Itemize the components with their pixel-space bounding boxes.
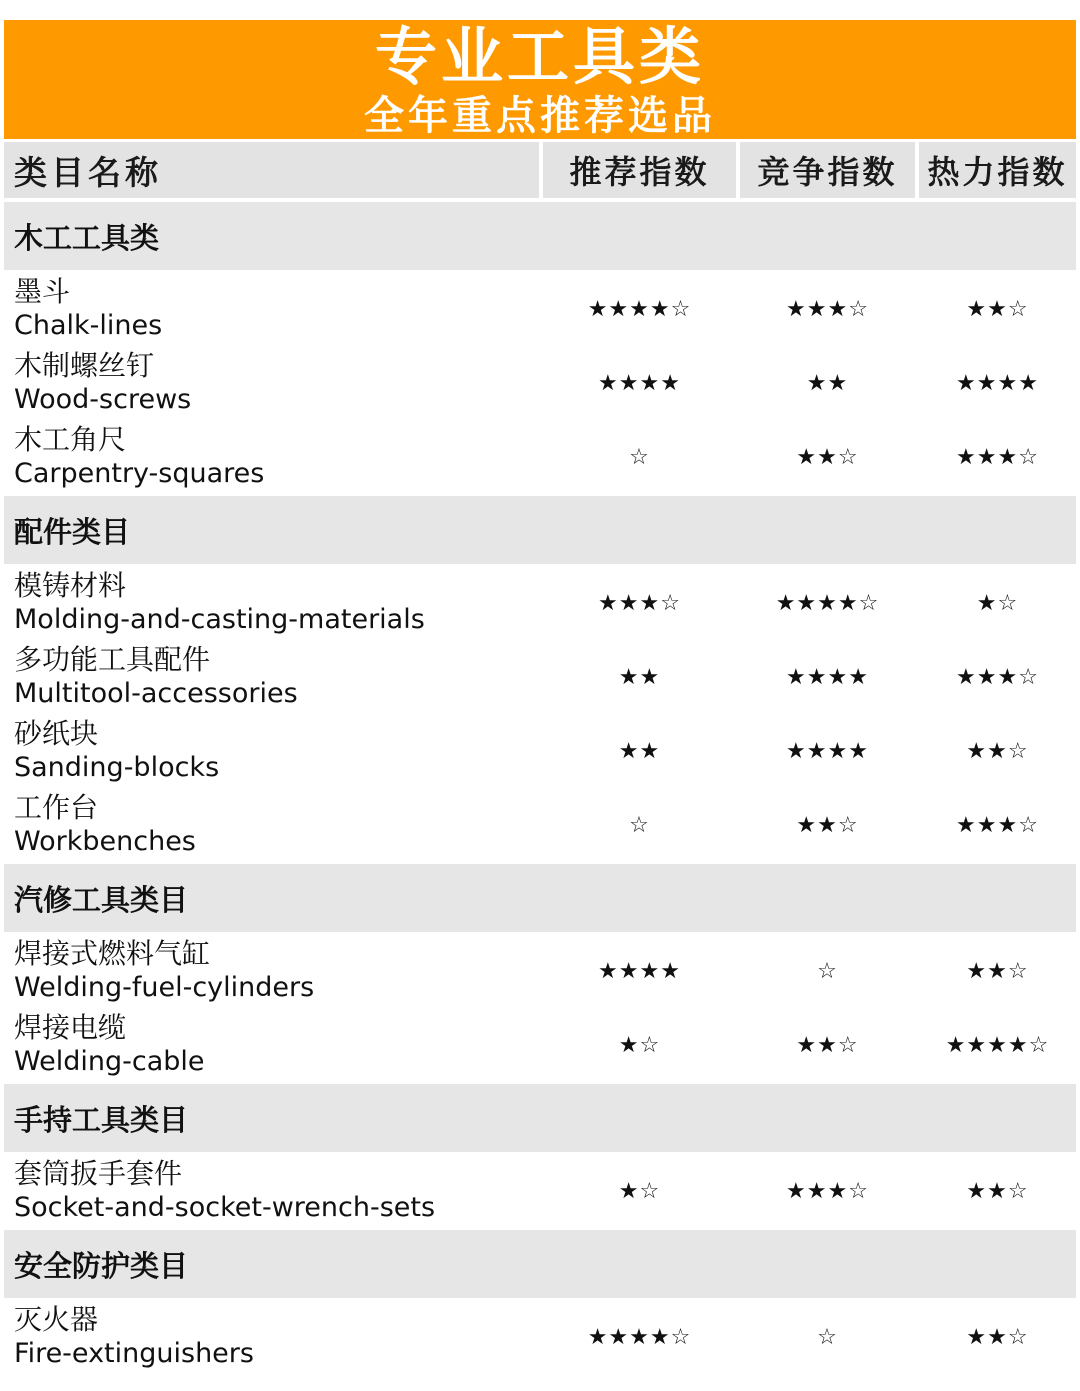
recommend-rating: ★★ bbox=[543, 642, 736, 712]
heat-rating: ★★☆ bbox=[919, 274, 1076, 344]
category-row: 配件类目 bbox=[4, 496, 1076, 564]
item-name-cell bbox=[4, 1302, 539, 1372]
category-row: 汽修工具类目 bbox=[4, 864, 1076, 932]
heat-rating: ★★☆ bbox=[919, 1156, 1076, 1226]
item-name-zh: 多功能工具配件 bbox=[14, 643, 211, 676]
column-header-category: 类目名称 bbox=[4, 142, 539, 198]
item-name-cell bbox=[4, 642, 539, 712]
heat-rating: ★★★☆ bbox=[919, 790, 1076, 860]
competition-rating: ★★☆ bbox=[740, 422, 915, 492]
item-name-en: Welding-cable bbox=[14, 1046, 205, 1077]
heat-rating: ★★★☆ bbox=[919, 642, 1076, 712]
item-name-cell bbox=[4, 936, 539, 1006]
item-name-cell bbox=[4, 568, 539, 638]
item-name-zh: 工作台 bbox=[14, 791, 99, 824]
item-name-cell bbox=[4, 1010, 539, 1080]
item-name-zh: 砂纸块 bbox=[14, 717, 99, 750]
item-name-en: Wood-screws bbox=[14, 384, 192, 415]
recommend-rating: ☆ bbox=[543, 422, 736, 492]
item-name-en: Molding-and-casting-materials bbox=[14, 604, 425, 635]
item-name-en: Welding-fuel-cylinders bbox=[14, 972, 315, 1003]
recommend-rating: ★★★★☆ bbox=[543, 274, 736, 344]
item-name-zh: 木工角尺 bbox=[14, 423, 127, 456]
competition-rating: ☆ bbox=[740, 936, 915, 1006]
item-name-en: Fire-extinguishers bbox=[14, 1338, 254, 1369]
item-name-zh: 焊接式燃料气缸 bbox=[14, 937, 211, 970]
recommend-rating: ★★★★☆ bbox=[543, 1302, 736, 1372]
item-name-zh: 墨斗 bbox=[14, 275, 71, 308]
page-subtitle: 全年重点推荐选品 bbox=[364, 93, 716, 139]
item-name-en: Sanding-blocks bbox=[14, 752, 220, 783]
recommend-rating: ★☆ bbox=[543, 1156, 736, 1226]
page-title: 专业工具类 bbox=[374, 20, 705, 93]
recommend-rating: ★★ bbox=[543, 716, 736, 786]
item-name-cell bbox=[4, 716, 539, 786]
item-name-en: Multitool-accessories bbox=[14, 678, 298, 709]
competition-rating: ★★★★ bbox=[740, 716, 915, 786]
item-name-en: Workbenches bbox=[14, 826, 196, 857]
competition-rating: ★★★☆ bbox=[740, 1156, 915, 1226]
item-name-cell bbox=[4, 348, 539, 418]
recommend-rating: ★★★☆ bbox=[543, 568, 736, 638]
item-name-zh: 套筒扳手套件 bbox=[14, 1157, 183, 1190]
column-header-competition: 竞争指数 bbox=[740, 142, 915, 198]
ratings-table bbox=[4, 142, 1076, 1372]
competition-rating: ★★☆ bbox=[740, 1010, 915, 1080]
heat-rating: ★★☆ bbox=[919, 936, 1076, 1006]
item-name-cell bbox=[4, 790, 539, 860]
category-row: 手持工具类目 bbox=[4, 1084, 1076, 1152]
item-name-zh: 木制螺丝钉 bbox=[14, 349, 155, 382]
item-name-en: Carpentry-squares bbox=[14, 458, 265, 489]
heat-rating: ★☆ bbox=[919, 568, 1076, 638]
competition-rating: ☆ bbox=[740, 1302, 915, 1372]
recommend-rating: ☆ bbox=[543, 790, 736, 860]
competition-rating: ★★★★ bbox=[740, 642, 915, 712]
item-name-en: Socket-and-socket-wrench-sets bbox=[14, 1192, 436, 1223]
item-name-zh: 焊接电缆 bbox=[14, 1011, 127, 1044]
recommend-rating: ★★★★ bbox=[543, 348, 736, 418]
item-name-cell bbox=[4, 422, 539, 492]
heat-rating: ★★★★ bbox=[919, 348, 1076, 418]
competition-rating: ★★☆ bbox=[740, 790, 915, 860]
item-name-zh: 模铸材料 bbox=[14, 569, 127, 602]
item-name-en: Chalk-lines bbox=[14, 310, 163, 341]
column-header-recommend: 推荐指数 bbox=[543, 142, 736, 198]
recommend-rating: ★★★★ bbox=[543, 936, 736, 1006]
item-name-cell bbox=[4, 274, 539, 344]
heat-rating: ★★★★☆ bbox=[919, 1010, 1076, 1080]
column-header-heat: 热力指数 bbox=[919, 142, 1076, 198]
item-name-zh: 灭火器 bbox=[14, 1303, 99, 1336]
heat-rating: ★★★☆ bbox=[919, 422, 1076, 492]
competition-rating: ★★ bbox=[740, 348, 915, 418]
competition-rating: ★★★★☆ bbox=[740, 568, 915, 638]
heat-rating: ★★☆ bbox=[919, 716, 1076, 786]
competition-rating: ★★★☆ bbox=[740, 274, 915, 344]
category-row: 安全防护类目 bbox=[4, 1230, 1076, 1298]
category-row: 木工工具类 bbox=[4, 202, 1076, 270]
title-banner bbox=[4, 20, 1076, 139]
heat-rating: ★★☆ bbox=[919, 1302, 1076, 1372]
recommend-rating: ★☆ bbox=[543, 1010, 736, 1080]
item-name-cell bbox=[4, 1156, 539, 1226]
